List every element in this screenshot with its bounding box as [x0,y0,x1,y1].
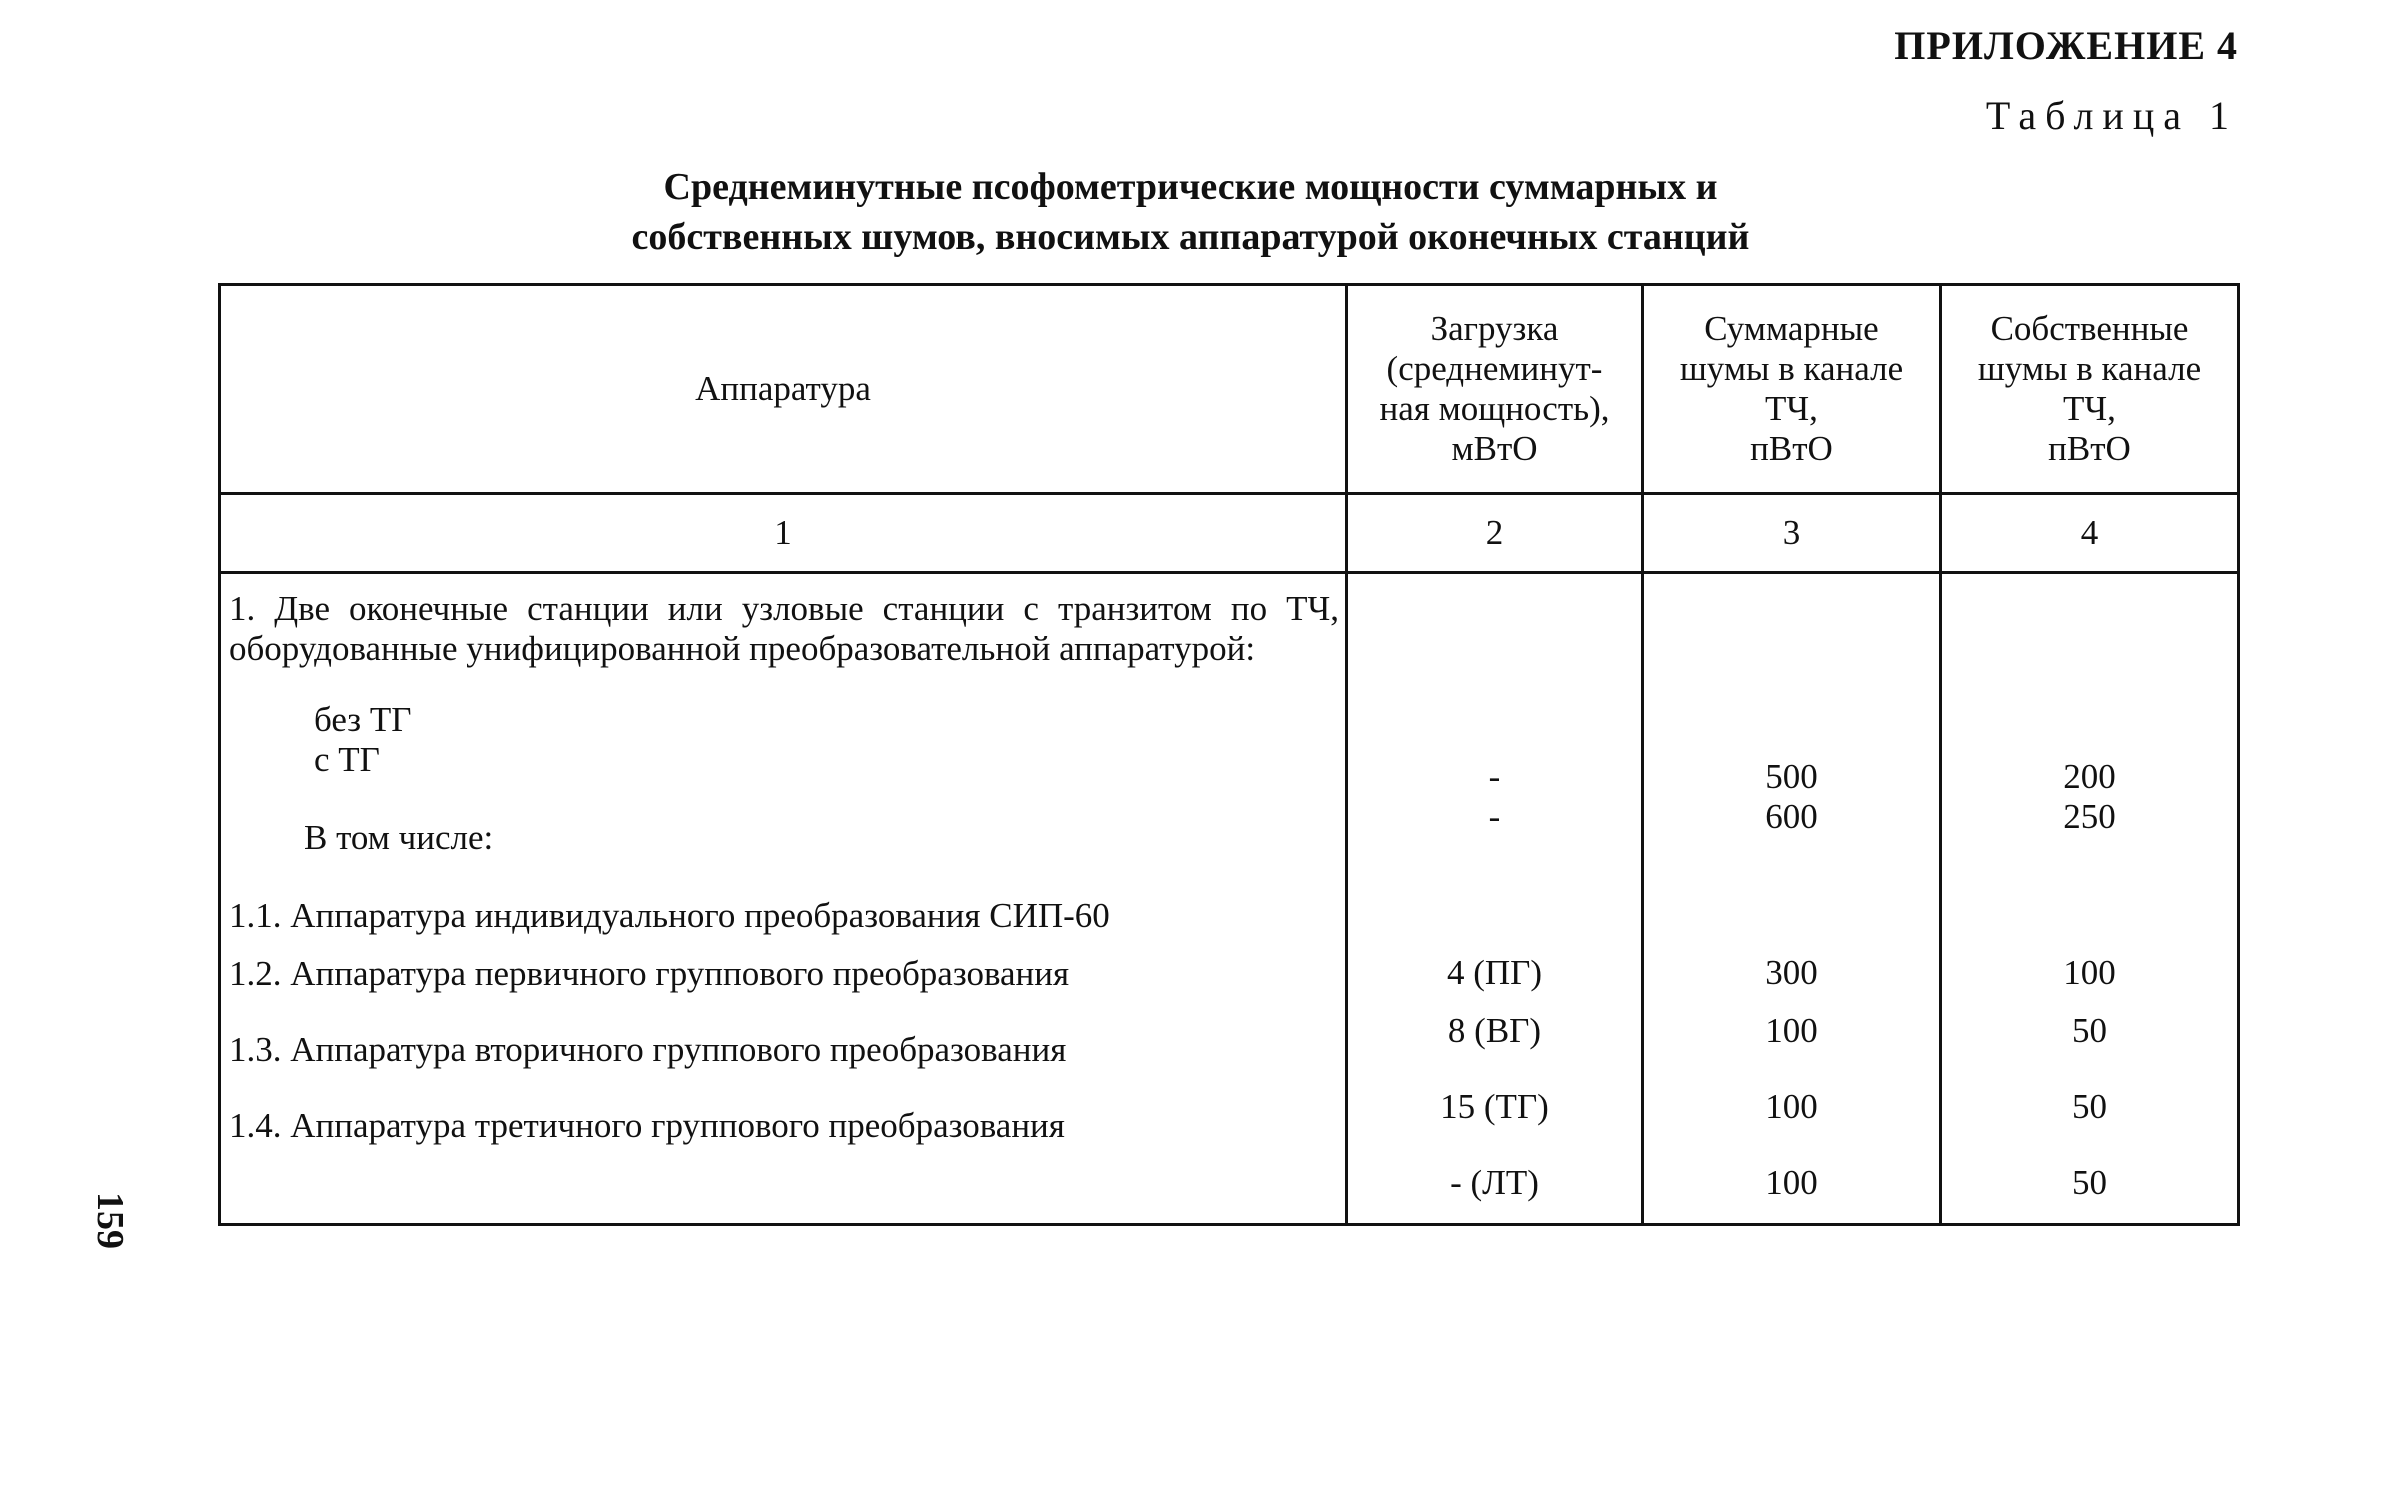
header-own-line: пВтО [2048,429,2131,468]
load-column [1347,573,1643,1225]
header-own-line: Собственные [1990,309,2189,348]
item-label: 1.1. Аппаратура индивидуального преобразования СИП-60 [229,896,1110,935]
column-number: 4 [1941,494,2239,573]
including-label: В том числе: [304,818,494,857]
appendix-label: ПРИЛОЖЕНИЕ 4 [1894,23,2238,68]
table-title-line-1: Среднеминутные псофометрические мощности суммарных и [663,166,1718,208]
header-total-line: Суммарные [1704,309,1879,348]
table-header-row [220,285,2239,494]
header-load-line: ная мощность), [1379,389,1610,428]
total-noise-value: 100 [1765,1163,1818,1202]
load-value: 4 (ПГ) [1446,953,1543,992]
noise-power-table [218,283,2240,1226]
column-number: 3 [1643,494,1941,573]
header-total-line: пВтО [1750,429,1833,468]
item-label: 1.4. Аппаратура третичного группового преобразования [229,1106,1065,1145]
load-value: 8 (ВГ) [1447,1011,1542,1050]
own-noise-value: 200 [2063,757,2116,796]
header-total-line: ТЧ, [1765,389,1818,428]
header-total-line: шумы в канале [1679,349,1904,388]
own-noise-value: 50 [2072,1087,2107,1126]
load-value: - [1488,757,1501,796]
total-noise-value: 500 [1765,757,1818,796]
table-title [0,162,2381,262]
section-1-intro: 1. Две оконечные станции или узловые станции с транзитом по ТЧ, оборудованные унифицированной преобразовательной аппаратурой: [229,589,1339,668]
item-label: 1.3. Аппаратура вторичного группового преобразования [229,1030,1067,1069]
column-number-row [220,494,2239,573]
header-equipment [220,285,1347,494]
page-number: 159 [89,1192,131,1249]
header-own-line: шумы в канале [1977,349,2202,388]
header-load-line: Загрузка [1430,309,1559,348]
total-noise-value: 100 [1765,1011,1818,1050]
header-total-noise [1643,285,1941,494]
header-own-noise [1941,285,2239,494]
own-noise-value: 50 [2072,1011,2107,1050]
item-label: 1.2. Аппаратура первичного группового преобразования [229,954,1070,993]
load-value: - [1488,797,1501,836]
load-value: 15 (ТГ) [1440,1087,1549,1126]
table-body-row [220,573,2239,1225]
header-load-line: (среднеминут- [1386,349,1603,388]
header-load-line: мВтО [1451,429,1538,468]
header-own-line: ТЧ, [2063,389,2116,428]
equipment-column [220,573,1347,1225]
load-value: - (ЛТ) [1450,1163,1539,1202]
own-noise-value: 250 [2063,797,2116,836]
header-equipment-text: Аппаратура [695,369,871,408]
row-label: без ТГ [314,700,412,739]
table-number: Таблица 1 [1985,93,2238,138]
column-number: 2 [1347,494,1643,573]
column-number: 1 [220,494,1347,573]
total-noise-value: 100 [1765,1087,1818,1126]
own-noise-column [1941,573,2239,1225]
total-noise-value: 300 [1765,953,1818,992]
total-noise-column [1643,573,1941,1225]
total-noise-value: 600 [1765,797,1818,836]
header-load [1347,285,1643,494]
table-title-line-2: собственных шумов, вносимых аппаратурой оконечных станций [631,216,1750,258]
row-label: с ТГ [314,740,380,779]
own-noise-value: 50 [2072,1163,2107,1202]
own-noise-value: 100 [2063,953,2116,992]
